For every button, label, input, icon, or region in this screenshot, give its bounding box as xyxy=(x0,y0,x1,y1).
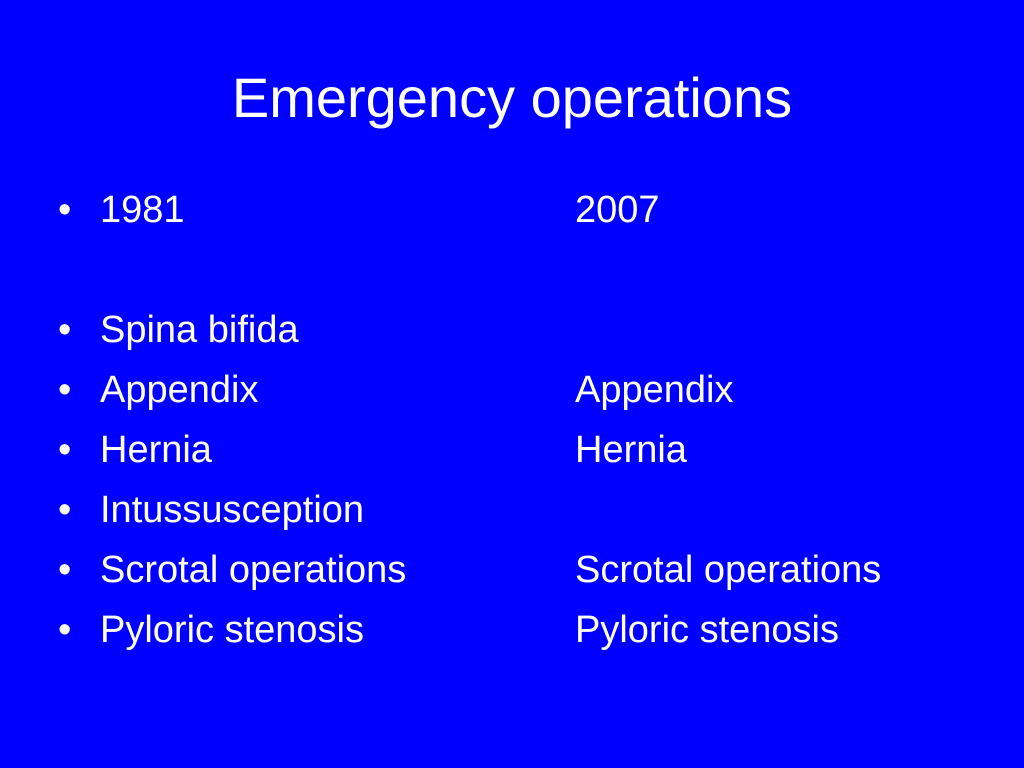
operation-2007: Appendix xyxy=(575,369,734,411)
list-item xyxy=(0,540,1024,600)
list-item xyxy=(0,360,1024,420)
operation-1981: Pyloric stenosis xyxy=(100,609,364,651)
year-2007-label: 2007 xyxy=(575,189,660,231)
operation-2007: Hernia xyxy=(575,429,687,471)
list-item xyxy=(0,180,1024,240)
list-item xyxy=(0,300,1024,360)
operation-1981: Intussusception xyxy=(100,489,365,531)
year-1981-label: 1981 xyxy=(100,189,185,231)
operation-1981: Appendix xyxy=(100,369,259,411)
bullet-icon: • xyxy=(58,489,72,531)
slide-title: Emergency operations xyxy=(231,66,793,129)
list-item xyxy=(0,420,1024,480)
operation-1981: Hernia xyxy=(100,429,212,471)
list-item xyxy=(0,600,1024,660)
bullet-icon: • xyxy=(58,309,72,351)
operation-1981: Spina bifida xyxy=(100,309,299,351)
bullet-icon: • xyxy=(58,369,72,411)
list-item xyxy=(0,480,1024,540)
bullet-icon: • xyxy=(58,609,72,651)
operation-1981: Scrotal operations xyxy=(100,549,407,591)
bullet-icon: • xyxy=(58,429,72,471)
bullet-icon: • xyxy=(58,189,72,231)
operation-2007: Scrotal operations xyxy=(575,549,882,591)
operation-2007: Pyloric stenosis xyxy=(575,609,839,651)
bullet-icon: • xyxy=(58,549,72,591)
